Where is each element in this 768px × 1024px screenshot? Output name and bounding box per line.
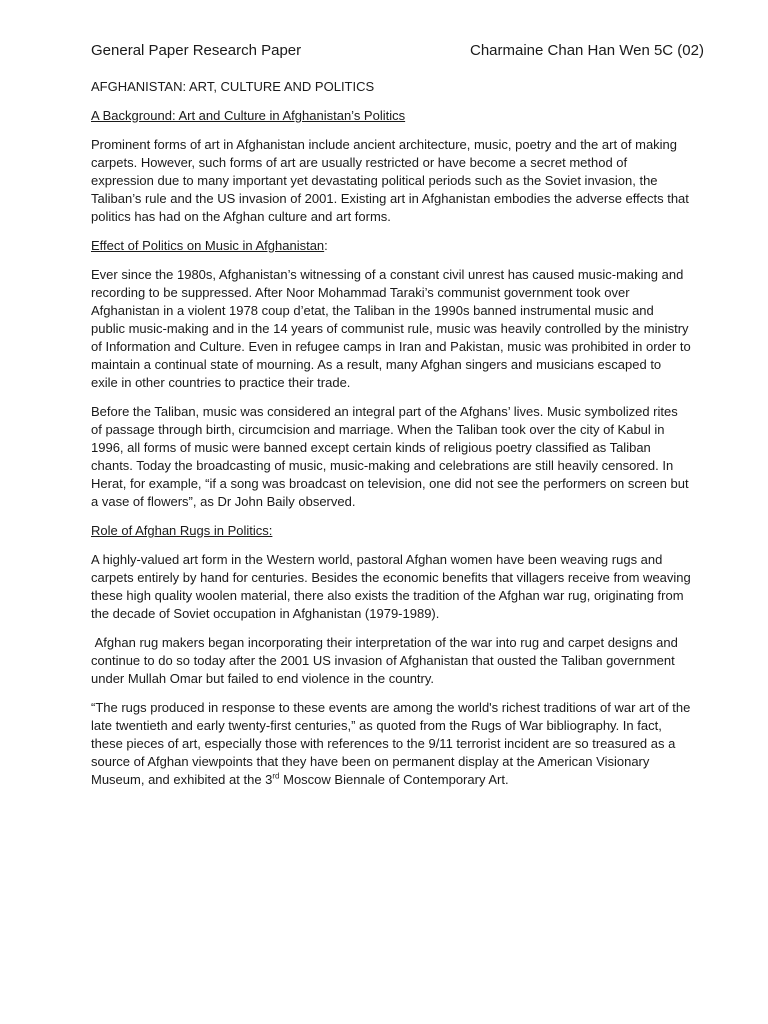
section-heading-music-text: Effect of Politics on Music in Afghanistan xyxy=(91,238,325,253)
paragraph-music-1: Ever since the 1980s, Afghanistan’s witnessing of a constant civil unrest has caused music-making and recording to be suppressed. After Noor Mohammad Taraki’s communist government took over Afghanistan in a violent 1978 coup d’etat, the Taliban in the 1990s banned instrumental music and public music-making and in the 14 years of communist rule, music was heavily controlled by the ministry of Information and Culture. Even in refugee camps in Iran and Pakistan, music was prohibited in order to maintain a continual state of mourning. As a result, many Afghan singers and musicians escaped to exile in other countries to practice their trade. xyxy=(91,267,691,390)
section-heading-background-text: A Background: Art and Culture in Afghanistan’s Politics xyxy=(91,108,406,123)
section-heading-background xyxy=(91,107,691,125)
section-heading-rugs xyxy=(91,522,691,540)
paragraph-rugs-3-end: Moscow Biennale of Contemporary Art. xyxy=(279,772,509,787)
paragraph-rugs-1: A highly-valued art form in the Western world, pastoral Afghan women have been weaving rugs and carpets entirely by hand for centuries. Besides the economic benefits that villagers receive from weaving these high quality woolen material, there also exists the tradition of the Afghan war rug, originating from the decade of Soviet occupation in Afghanistan (1979-1989). xyxy=(91,552,691,621)
page-header xyxy=(91,40,704,62)
header-course-title: General Paper Research Paper xyxy=(91,42,302,59)
header-author: Charmaine Chan Han Wen 5C (02) xyxy=(469,42,704,59)
section-heading-rugs-text: Role of Afghan Rugs in Politics: xyxy=(91,523,273,538)
ordinal-superscript: rd xyxy=(272,771,280,781)
document-page xyxy=(91,40,704,800)
paragraph-background: Prominent forms of art in Afghanistan include ancient architecture, music, poetry and the art of making carpets. However, such forms of art are usually restricted or have become a secret method of expression due to many important yet devastating political periods such as the Soviet invasion, the Taliban’s rule and the US invasion of 2001. Existing art in Afghanistan embodies the adverse effects that politics has had on the Afghan culture and art forms. xyxy=(91,137,689,224)
paragraph-rugs-2: Afghan rug makers began incorporating their interpretation of the war into rug and carpet designs and continue to do so today after the 2001 US invasion of Afghanistan that ousted the Taliban government under Mullah Omar but failed to end violence in the country. xyxy=(91,635,682,686)
paragraph-rugs-3 xyxy=(91,699,691,789)
section-heading-music-colon: : xyxy=(324,238,328,253)
section-heading-music xyxy=(91,237,691,255)
paragraph-music-2: Before the Taliban, music was considered an integral part of the Afghans’ lives. Music symbolized rites of passage through birth, circumcision and marriage. When the Taliban took over the city of Kabul in 1996, all forms of music were banned except certain kinds of religious poetry classified as Taliban chants. Today the broadcasting of music, music-making and celebrations are still heavily censored. In Herat, for example, “if a song was broadcast on television, one did not see the performers on screen but a vase of flowers”, as Dr John Baily observed. xyxy=(91,404,689,509)
document-title: AFGHANISTAN: ART, CULTURE AND POLITICS xyxy=(91,79,375,94)
paragraph-rugs-3-main: “The rugs produced in response to these events are among the world's richest traditions of war art of the late twentieth and early twenty-first centuries,” as quoted from the Rugs of War bibliography. In fact, these pieces of art, especially those with references to the 9/11 terrorist incident are so treasured as a source of Afghan viewpoints that they have been on permanent display at the American Visionary Museum, and exhibited at the 3 xyxy=(91,700,691,787)
